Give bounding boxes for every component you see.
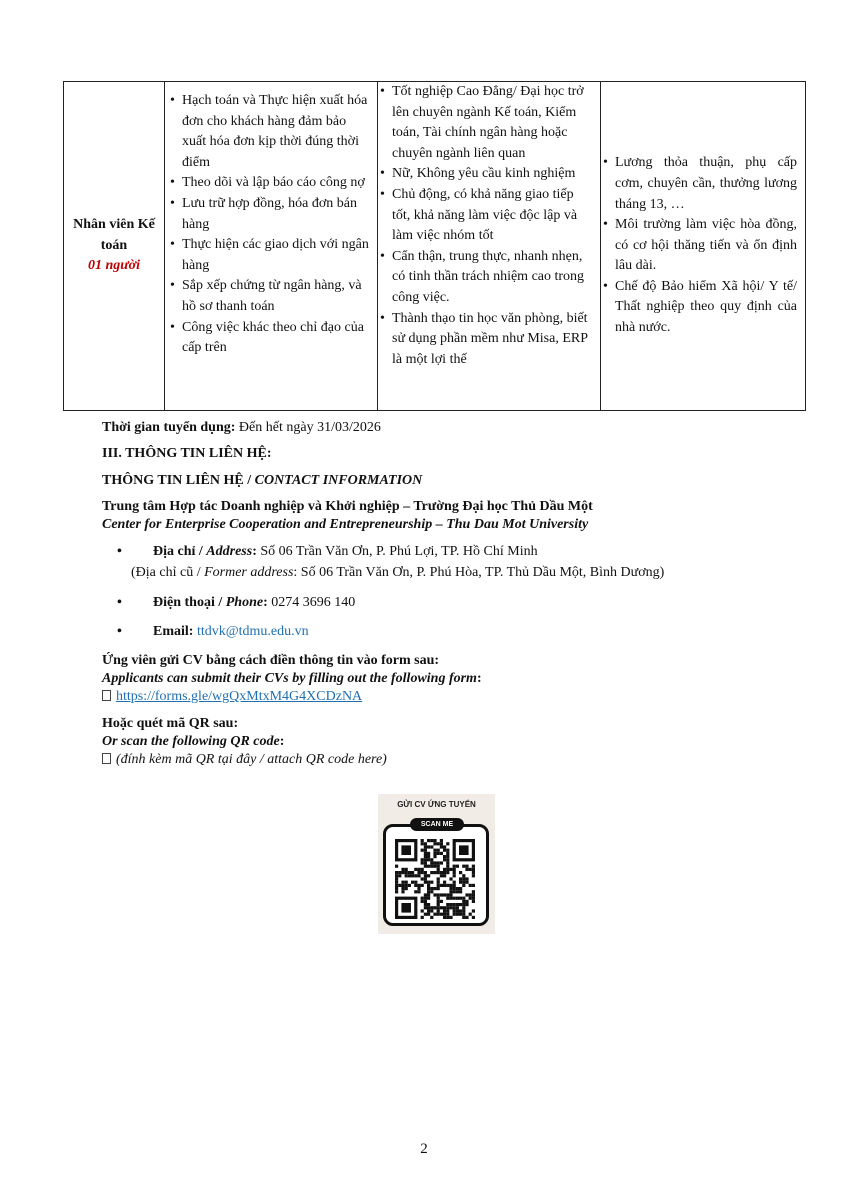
job-table (63, 81, 806, 411)
recruit-time (102, 420, 381, 436)
form-instruction-vi: Ứng viên gửi CV bằng cách điền thông tin vào form sau: (102, 653, 440, 668)
list-item: • Theo dõi và lập báo cáo công nợ (168, 173, 371, 194)
qr-instruction-en (102, 734, 284, 750)
email-label: Email: (153, 624, 194, 639)
address-line (153, 544, 538, 560)
form-url-line (102, 689, 362, 705)
duties-list (165, 82, 377, 359)
list-item: • Chế độ Bảo hiểm Xã hội/ Y tế/ Thất nghiệp theo quy định của nhà nước. (601, 277, 797, 339)
list-item: • Công việc khác theo chỉ đạo của cấp trên (168, 318, 371, 359)
email-line (153, 624, 309, 640)
position-count: 01 người (87, 258, 141, 274)
list-item: • Lưu trữ hợp đồng, hóa đơn bán hàng (168, 194, 371, 235)
benefits-list (601, 153, 805, 338)
former-address-open: (Địa chỉ cũ / (131, 565, 205, 580)
address-bullet: • (117, 544, 122, 559)
phone-label-vi: Điện thoại / (153, 595, 226, 610)
former-address-value: : Số 06 Trần Văn Ơn, P. Phú Hòa, TP. Thủ Dầu Một, Bình Dương) (293, 565, 665, 580)
list-item: • Tốt nghiệp Cao Đẳng/ Đại học trở lên chuyên ngành Kế toán, Kiểm toán, Tài chính ngân hàng hoặc chuyên ngành liên quan (378, 82, 594, 164)
qr-card-title: GỬI CV ỨNG TUYỂN (397, 800, 476, 809)
qr-card (378, 794, 495, 934)
org-name-vi: Trung tâm Hợp tác Doanh nghiệp và Khởi nghiệp – Trường Đại học Thủ Dầu Một (102, 499, 593, 514)
former-address-line (131, 565, 664, 581)
former-address-label: Former address (204, 565, 294, 580)
section-heading: III. THÔNG TIN LIÊN HỆ: (102, 446, 272, 461)
benefits-cell (601, 82, 806, 411)
qr-instruction-en-text: Or scan the following QR code (102, 734, 280, 749)
requirements-list (378, 82, 600, 370)
list-item: • Thực hiện các giao dịch với ngân hàng (168, 235, 371, 276)
qr-note-line (102, 752, 387, 768)
phone-colon: : (263, 595, 268, 610)
qr-instruction-colon: : (279, 734, 285, 749)
contact-heading-vi: THÔNG TIN LIÊN HỆ / (102, 473, 255, 488)
list-item: • Chủ động, có khả năng giao tiếp tốt, khả năng làm việc độc lập và làm việc nhóm tốt (378, 185, 594, 247)
position-cell (64, 82, 165, 411)
address-label-vi: Địa chỉ / (153, 544, 207, 559)
page-number: 2 (420, 1141, 428, 1157)
form-instruction-en (102, 671, 482, 687)
list-item: • Môi trường làm việc hòa đồng, có cơ hội thăng tiến và ổn định lâu dài. (601, 215, 797, 277)
phone-line (153, 595, 355, 611)
form-instruction-en-text: Applicants can submit their CVs by filling out the following form (102, 671, 477, 686)
address-label-en: Address (206, 544, 253, 559)
list-item: • Nữ, Không yêu cầu kinh nghiệm (378, 164, 594, 185)
address-value: Số 06 Trần Văn Ơn, P. Phú Lợi, TP. Hồ Chí Minh (256, 544, 538, 559)
phone-value: 0274 3696 140 (267, 595, 356, 610)
position-title: Nhân viên Kế toán (73, 217, 155, 253)
list-item: • Lương thỏa thuận, phụ cấp cơm, chuyên cần, thưởng lương tháng 13, … (601, 153, 797, 215)
qr-instruction-vi: Hoặc quét mã QR sau: (102, 716, 239, 731)
recruit-time-value: Đến hết ngày 31/03/2026 (238, 420, 381, 435)
recruit-time-label: Thời gian tuyển dụng: (102, 420, 236, 435)
email-link[interactable]: ttdvk@tdmu.edu.vn (196, 624, 309, 639)
list-item: • Hạch toán và Thực hiện xuất hóa đơn cho khách hàng đảm bảo xuất hóa đơn kịp thời đúng thời điểm (168, 91, 371, 173)
form-instruction-colon: : (476, 671, 482, 686)
list-item: • Sắp xếp chứng từ ngân hàng, và hồ sơ thanh toán (168, 276, 371, 317)
scan-me-badge: SCAN ME (410, 818, 464, 831)
contact-heading-en: CONTACT INFORMATION (254, 473, 423, 488)
duties-cell (165, 82, 378, 411)
qr-note: (đính kèm mã QR tại đây / attach QR code here) (116, 752, 387, 767)
org-name-en: Center for Enterprise Cooperation and Entrepreneurship – Thu Dau Mot University (102, 517, 589, 532)
address-colon: : (252, 544, 257, 559)
form-url-link[interactable]: https://forms.gle/wgQxMtxM4G4XCDzNA (116, 689, 363, 704)
phone-label-en: Phone (225, 595, 264, 610)
list-item: • Cẩn thận, trung thực, nhanh nhẹn, có tinh thần trách nhiệm cao trong công việc. (378, 247, 594, 309)
placeholder-glyph-icon (102, 753, 111, 764)
placeholder-glyph-icon (102, 690, 111, 701)
qr-code-icon[interactable] (395, 839, 475, 919)
requirements-cell (378, 82, 601, 411)
email-bullet: • (117, 624, 122, 639)
list-item: • Thành thạo tin học văn phòng, biết sử dụng phần mềm như Misa, ERP là một lợi thế (378, 309, 594, 371)
contact-heading (102, 473, 422, 489)
phone-bullet: • (117, 595, 122, 610)
